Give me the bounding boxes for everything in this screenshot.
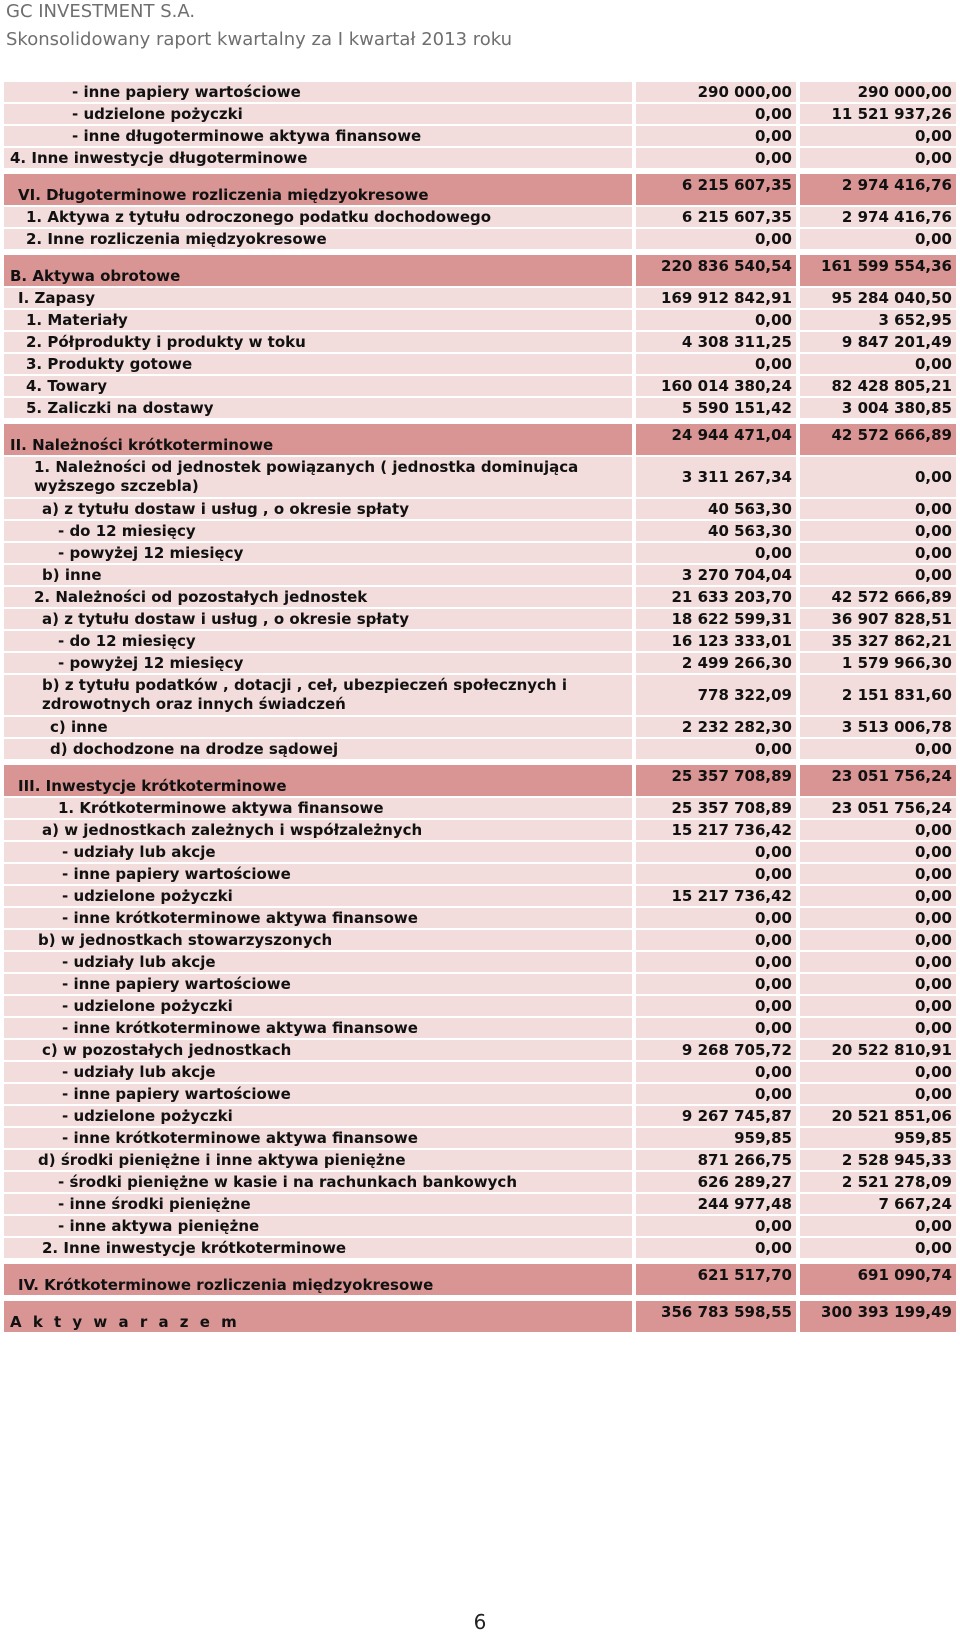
value-period-1: 0,00 [636, 996, 800, 1018]
value-period-2: 2 528 945,33 [800, 1150, 956, 1172]
value-period-2: 0,00 [800, 1238, 956, 1260]
row-label: - udzielone pożyczki [4, 996, 636, 1018]
value-period-1: 220 836 540,54 [636, 255, 800, 288]
section-header-row [4, 255, 956, 288]
value-period-1: 4 308 311,25 [636, 332, 800, 354]
value-period-2: 0,00 [800, 457, 956, 499]
value-period-2: 0,00 [800, 739, 956, 761]
table-row [4, 148, 956, 170]
value-period-2: 11 521 937,26 [800, 104, 956, 126]
value-period-2: 0,00 [800, 1018, 956, 1040]
row-label: - udzielone pożyczki [4, 104, 636, 126]
value-period-2: 82 428 805,21 [800, 376, 956, 398]
row-label: - powyżej 12 miesięcy [4, 653, 636, 675]
value-period-2: 9 847 201,49 [800, 332, 956, 354]
value-period-1: 2 499 266,30 [636, 653, 800, 675]
row-label: - inne aktywa pieniężne [4, 1216, 636, 1238]
value-period-1: 0,00 [636, 908, 800, 930]
value-period-2: 3 004 380,85 [800, 398, 956, 420]
value-period-2: 20 521 851,06 [800, 1106, 956, 1128]
value-period-1: 3 311 267,34 [636, 457, 800, 499]
value-period-2: 161 599 554,36 [800, 255, 956, 288]
table-row [4, 1216, 956, 1238]
value-period-2: 0,00 [800, 521, 956, 543]
table-row [4, 864, 956, 886]
row-label: 1. Materiały [4, 310, 636, 332]
row-label: IV. Krótkoterminowe rozliczenia międzyokresowe [4, 1264, 636, 1297]
row-label: - inne papiery wartościowe [4, 864, 636, 886]
row-label: - udziały lub akcje [4, 842, 636, 864]
value-period-2: 2 974 416,76 [800, 174, 956, 207]
row-label: - udzielone pożyczki [4, 886, 636, 908]
value-period-1: 356 783 598,55 [636, 1301, 800, 1334]
section-header-row [4, 174, 956, 207]
table-row [4, 1150, 956, 1172]
row-label: - udziały lub akcje [4, 952, 636, 974]
row-label: d) dochodzone na drodze sądowej [4, 739, 636, 761]
row-label: 2. Półprodukty i produkty w toku [4, 332, 636, 354]
row-label: 2. Inne rozliczenia międzyokresowe [4, 229, 636, 251]
section-header-row [4, 765, 956, 798]
value-period-2: 23 051 756,24 [800, 798, 956, 820]
row-label: - udziały lub akcje [4, 1062, 636, 1084]
table-row [4, 521, 956, 543]
value-period-1: 290 000,00 [636, 82, 800, 104]
row-label: 2. Inne inwestycje krótkoterminowe [4, 1238, 636, 1260]
row-label: 2. Należności od pozostałych jednostek [4, 587, 636, 609]
row-label: - do 12 miesięcy [4, 631, 636, 653]
value-period-2: 0,00 [800, 842, 956, 864]
value-period-1: 2 232 282,30 [636, 717, 800, 739]
value-period-1: 0,00 [636, 864, 800, 886]
value-period-2: 0,00 [800, 908, 956, 930]
table-row [4, 1128, 956, 1150]
value-period-1: 0,00 [636, 229, 800, 251]
value-period-1: 3 270 704,04 [636, 565, 800, 587]
value-period-2: 95 284 040,50 [800, 288, 956, 310]
row-label: 4. Inne inwestycje długoterminowe [4, 148, 636, 170]
table-row [4, 1018, 956, 1040]
table-row [4, 229, 956, 251]
row-label: - inne środki pieniężne [4, 1194, 636, 1216]
value-period-2: 35 327 862,21 [800, 631, 956, 653]
table-row [4, 1084, 956, 1106]
value-period-2: 20 522 810,91 [800, 1040, 956, 1062]
row-label: 1. Krótkoterminowe aktywa finansowe [4, 798, 636, 820]
table-row [4, 1062, 956, 1084]
row-label: III. Inwestycje krótkoterminowe [4, 765, 636, 798]
table-row [4, 717, 956, 739]
table-row [4, 354, 956, 376]
section-header-row [4, 424, 956, 457]
value-period-2: 42 572 666,89 [800, 587, 956, 609]
table-row [4, 565, 956, 587]
value-period-1: 0,00 [636, 974, 800, 996]
value-period-1: 160 014 380,24 [636, 376, 800, 398]
table-row [4, 587, 956, 609]
row-label: II. Należności krótkoterminowe [4, 424, 636, 457]
value-period-1: 0,00 [636, 148, 800, 170]
value-period-1: 0,00 [636, 930, 800, 952]
table-row [4, 126, 956, 148]
row-label: 4. Towary [4, 376, 636, 398]
value-period-1: 0,00 [636, 1216, 800, 1238]
value-period-1: 40 563,30 [636, 499, 800, 521]
value-period-1: 40 563,30 [636, 521, 800, 543]
document-header [6, 0, 512, 53]
section-header-row [4, 1264, 956, 1297]
value-period-1: 0,00 [636, 104, 800, 126]
value-period-2: 0,00 [800, 996, 956, 1018]
value-period-2: 36 907 828,51 [800, 609, 956, 631]
value-period-2: 0,00 [800, 820, 956, 842]
value-period-1: 0,00 [636, 1018, 800, 1040]
value-period-1: 959,85 [636, 1128, 800, 1150]
value-period-2: 0,00 [800, 930, 956, 952]
table-row [4, 543, 956, 565]
value-period-1: 778 322,09 [636, 675, 800, 717]
value-period-1: 25 357 708,89 [636, 798, 800, 820]
row-label: - inne papiery wartościowe [4, 82, 636, 104]
row-label: b) inne [4, 565, 636, 587]
balance-sheet-body [4, 82, 956, 1334]
value-period-2: 0,00 [800, 354, 956, 376]
table-row [4, 1172, 956, 1194]
table-row [4, 653, 956, 675]
row-label: a) w jednostkach zależnych i współzależnych [4, 820, 636, 842]
table-row [4, 842, 956, 864]
row-label: - środki pieniężne w kasie i na rachunkach bankowych [4, 1172, 636, 1194]
row-label: 1. Należności od jednostek powiązanych ( jednostka dominująca wyższego szczebla) [4, 457, 636, 499]
value-period-1: 0,00 [636, 1238, 800, 1260]
value-period-2: 23 051 756,24 [800, 765, 956, 798]
value-period-1: 16 123 333,01 [636, 631, 800, 653]
row-label: c) w pozostałych jednostkach [4, 1040, 636, 1062]
value-period-2: 7 667,24 [800, 1194, 956, 1216]
table-row [4, 1238, 956, 1260]
row-label: d) środki pieniężne i inne aktywa pieniężne [4, 1150, 636, 1172]
value-period-2: 0,00 [800, 148, 956, 170]
row-label: b) w jednostkach stowarzyszonych [4, 930, 636, 952]
table-row [4, 376, 956, 398]
table-row [4, 798, 956, 820]
balance-sheet-table-wrapper [4, 82, 956, 1334]
table-row [4, 398, 956, 420]
table-row [4, 631, 956, 653]
row-label: c) inne [4, 717, 636, 739]
value-period-1: 21 633 203,70 [636, 587, 800, 609]
row-label: I. Zapasy [4, 288, 636, 310]
value-period-2: 42 572 666,89 [800, 424, 956, 457]
value-period-1: 0,00 [636, 842, 800, 864]
row-label: b) z tytułu podatków , dotacji , ceł, ubezpieczeń społecznych i zdrowotnych oraz innych świadczeń [4, 675, 636, 717]
table-row [4, 952, 956, 974]
row-label: A k t y w a r a z e m [4, 1301, 636, 1334]
row-label: a) z tytułu dostaw i usług , o okresie spłaty [4, 499, 636, 521]
value-period-1: 0,00 [636, 354, 800, 376]
value-period-1: 0,00 [636, 952, 800, 974]
value-period-2: 300 393 199,49 [800, 1301, 956, 1334]
value-period-1: 24 944 471,04 [636, 424, 800, 457]
row-label: 1. Aktywa z tytułu odroczonego podatku dochodowego [4, 207, 636, 229]
value-period-2: 0,00 [800, 1084, 956, 1106]
value-period-1: 871 266,75 [636, 1150, 800, 1172]
table-row [4, 739, 956, 761]
page-number: 6 [473, 1610, 487, 1634]
value-period-2: 0,00 [800, 565, 956, 587]
row-label: - inne krótkoterminowe aktywa finansowe [4, 908, 636, 930]
value-period-1: 9 267 745,87 [636, 1106, 800, 1128]
value-period-2: 2 521 278,09 [800, 1172, 956, 1194]
value-period-1: 9 268 705,72 [636, 1040, 800, 1062]
row-label: - powyżej 12 miesięcy [4, 543, 636, 565]
value-period-1: 621 517,70 [636, 1264, 800, 1297]
table-row [4, 996, 956, 1018]
row-label: - do 12 miesięcy [4, 521, 636, 543]
row-label: - inne papiery wartościowe [4, 1084, 636, 1106]
value-period-2: 0,00 [800, 126, 956, 148]
section-header-row [4, 1301, 956, 1334]
table-row [4, 675, 956, 717]
value-period-1: 169 912 842,91 [636, 288, 800, 310]
row-label: 3. Produkty gotowe [4, 354, 636, 376]
value-period-2: 290 000,00 [800, 82, 956, 104]
row-label: - inne długoterminowe aktywa finansowe [4, 126, 636, 148]
value-period-1: 0,00 [636, 1084, 800, 1106]
value-period-1: 18 622 599,31 [636, 609, 800, 631]
row-label: - inne krótkoterminowe aktywa finansowe [4, 1128, 636, 1150]
table-row [4, 457, 956, 499]
value-period-1: 0,00 [636, 739, 800, 761]
value-period-2: 959,85 [800, 1128, 956, 1150]
value-period-2: 3 652,95 [800, 310, 956, 332]
row-label: - inne krótkoterminowe aktywa finansowe [4, 1018, 636, 1040]
value-period-2: 0,00 [800, 499, 956, 521]
value-period-2: 0,00 [800, 543, 956, 565]
value-period-1: 0,00 [636, 126, 800, 148]
row-label: VI. Długoterminowe rozliczenia międzyokresowe [4, 174, 636, 207]
balance-sheet-table [4, 82, 956, 1334]
table-row [4, 1040, 956, 1062]
value-period-1: 244 977,48 [636, 1194, 800, 1216]
table-row [4, 974, 956, 996]
value-period-1: 6 215 607,35 [636, 207, 800, 229]
value-period-1: 25 357 708,89 [636, 765, 800, 798]
table-row [4, 930, 956, 952]
table-row [4, 886, 956, 908]
table-row [4, 609, 956, 631]
value-period-2: 1 579 966,30 [800, 653, 956, 675]
value-period-1: 5 590 151,42 [636, 398, 800, 420]
value-period-1: 0,00 [636, 1062, 800, 1084]
table-row [4, 104, 956, 126]
table-row [4, 82, 956, 104]
value-period-1: 626 289,27 [636, 1172, 800, 1194]
table-row [4, 207, 956, 229]
row-label: a) z tytułu dostaw i usług , o okresie spłaty [4, 609, 636, 631]
row-label: B. Aktywa obrotowe [4, 255, 636, 288]
value-period-1: 15 217 736,42 [636, 886, 800, 908]
table-row [4, 499, 956, 521]
row-label: - udzielone pożyczki [4, 1106, 636, 1128]
table-row [4, 908, 956, 930]
value-period-2: 0,00 [800, 1062, 956, 1084]
value-period-2: 2 151 831,60 [800, 675, 956, 717]
value-period-2: 691 090,74 [800, 1264, 956, 1297]
value-period-2: 0,00 [800, 229, 956, 251]
company-name: GC INVESTMENT S.A. [6, 1, 196, 22]
value-period-1: 6 215 607,35 [636, 174, 800, 207]
value-period-2: 0,00 [800, 864, 956, 886]
table-row [4, 332, 956, 354]
value-period-2: 2 974 416,76 [800, 207, 956, 229]
table-row [4, 1106, 956, 1128]
value-period-2: 3 513 006,78 [800, 717, 956, 739]
value-period-2: 0,00 [800, 952, 956, 974]
row-label: 5. Zaliczki na dostawy [4, 398, 636, 420]
value-period-2: 0,00 [800, 974, 956, 996]
table-row [4, 1194, 956, 1216]
table-row [4, 288, 956, 310]
value-period-1: 0,00 [636, 543, 800, 565]
value-period-1: 0,00 [636, 310, 800, 332]
value-period-2: 0,00 [800, 1216, 956, 1238]
table-row [4, 310, 956, 332]
value-period-1: 15 217 736,42 [636, 820, 800, 842]
report-title: Skonsolidowany raport kwartalny za I kwartał 2013 roku [6, 29, 513, 50]
value-period-2: 0,00 [800, 886, 956, 908]
row-label: - inne papiery wartościowe [4, 974, 636, 996]
table-row [4, 820, 956, 842]
